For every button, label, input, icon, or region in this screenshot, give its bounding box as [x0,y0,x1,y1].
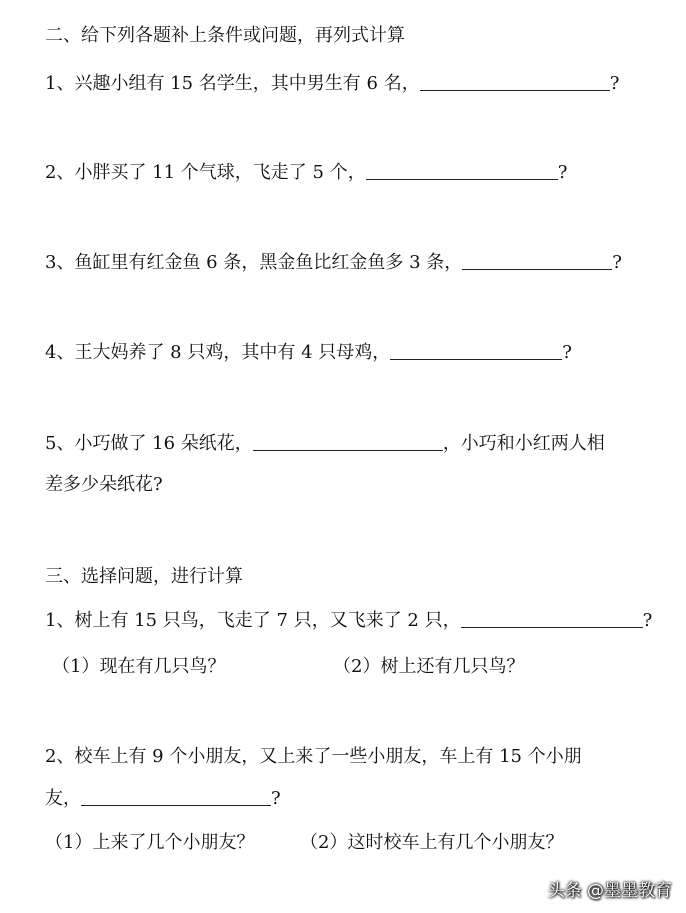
question-mark: ? [557,162,568,183]
question-3-1-option-2: （2）树上还有几只鸟？ [333,656,525,677]
question-2-2 [45,161,567,185]
question-text: 1、兴趣小组有 15 名学生，其中男生有 6 名， [45,73,420,94]
answer-blank[interactable] [461,609,643,628]
question-2-5 [45,432,605,456]
question-2-3 [45,251,622,275]
question-mark: ? [642,610,653,631]
question-2-4 [45,341,572,365]
answer-blank[interactable] [462,251,612,270]
question-3-1 [45,609,652,633]
question-3-2-line-2 [45,787,281,811]
answer-blank[interactable] [253,432,443,451]
question-text: 1、树上有 15 只鸟，飞走了 7 只，又飞来了 2 只， [45,610,461,631]
question-mark: ? [562,342,572,363]
question-text-continued: ，小巧和小红两人相 [442,433,605,454]
question-text: 友， [45,788,81,809]
question-3-1-option-1: （1）现在有几只鸟？ [52,656,226,677]
section-2-heading: 二、给下列各题补上条件或问题，再列式计算 [45,25,405,46]
question-3-2-option-2: （2）这时校车上有几个小朋友？ [300,832,564,853]
answer-blank[interactable] [390,341,562,360]
section-3-heading: 三、选择问题，进行计算 [45,566,243,587]
question-text: 3、鱼缸里有红金鱼 6 条，黑金鱼比红金鱼多 3 条， [45,252,463,273]
question-2-5-line-2: 差多少朵纸花? [45,474,163,495]
question-3-2-option-1: （1）上来了几个小朋友？ [45,832,255,853]
watermark: 头条 @墨墨教育 [547,881,672,901]
answer-blank[interactable] [366,161,558,180]
answer-blank[interactable] [81,787,271,806]
question-text: 5、小巧做了 16 朵纸花， [45,433,253,454]
question-3-2: 2、校车上有 9 个小朋友，又上来了一些小朋友，车上有 15 个小朋 [45,746,582,767]
question-text: 2、小胖买了 11 个气球，飞走了 5 个， [45,162,366,183]
question-mark: ? [612,252,622,273]
answer-blank[interactable] [420,72,610,91]
question-mark: ? [271,788,281,809]
question-mark: ? [609,73,620,94]
question-text: 4、王大妈养了 8 只鸡，其中有 4 只母鸡， [45,342,391,363]
question-2-1 [45,72,619,96]
